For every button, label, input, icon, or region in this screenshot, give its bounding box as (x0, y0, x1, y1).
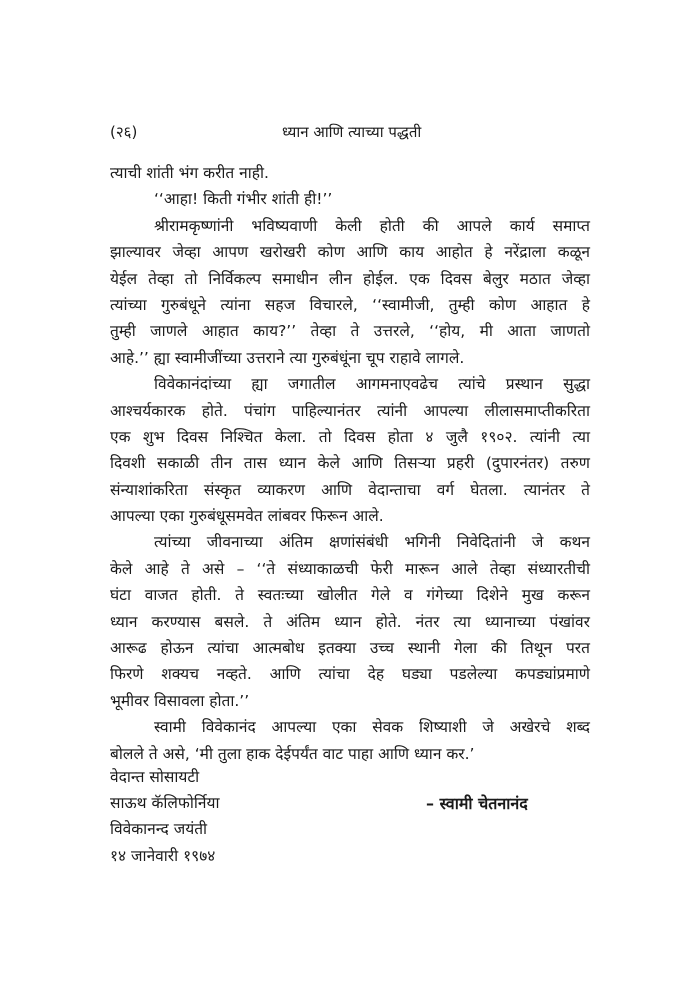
text-line: बोलले ते असे, ‘मी तुला हाक देईपर्यंत वाट पाहा आणि ध्यान कर.’ (110, 744, 475, 763)
text-line: संन्याशांकरिता संस्कृत व्याकरण आणि वेदान्ताचा वर्ग घेतला. त्यानंतर ते (110, 480, 590, 499)
text-line: फिरणे शक्यच नव्हते. आणि त्यांचा देह घड्या पडलेल्या कपड्यांप्रमाणे (110, 665, 590, 684)
page-number: (२६) (110, 123, 138, 141)
page-header (110, 122, 590, 146)
author-name: – स्वामी चेतनानंद (426, 794, 528, 813)
body-text (110, 160, 590, 767)
text-line: आपल्या एका गुरुबंधूसमवेत लांबवर फिरून आले. (110, 507, 384, 526)
place-line: साऊथ कॅलिफोर्निया (110, 794, 220, 813)
text-line: ध्यान करण्यास बसले. ते अंतिम ध्यान होते. नंतर त्या ध्यानाच्या पंखांवर (110, 612, 590, 631)
text-line: आरूढ होऊन त्यांचा आत्मबोध इतक्या उच्च स्थानी गेला की तिथून परत (110, 639, 590, 658)
running-title: ध्यान आणि त्याच्या पद्धती (282, 123, 422, 141)
text-line: भूमीवर विसावला होता.’’ (110, 691, 250, 710)
text-line: त्यांच्या गुरुबंधूने त्यांना सहज विचारले, ‘‘स्वामीजी, तुम्ही कोण आहात हे (110, 295, 590, 314)
text-line: आहे.’’ ह्या स्वामीजींच्या उत्तराने त्या गुरुबंधूंना चूप राहावे लागले. (110, 348, 465, 367)
text-line: येईल तेव्हा तो निर्विकल्प समाधीन लीन होईल. एक दिवस बेलुर मठात जेव्हा (110, 269, 590, 288)
text-line: आश्चर्यकारक होते. पंचांग पाहिल्यानंतर त्यांनी आपल्या लीलासमाप्तीकरिता (110, 401, 590, 420)
text-line: त्याची शांती भंग करीत नाही. (110, 164, 269, 182)
text-line: एक शुभ दिवस निश्चित केला. तो दिवस होता ४ जुलै १९०२. त्यांनी त्या (110, 427, 590, 446)
text-line: ‘‘आहा! किती गंभीर शांती ही!’’ (154, 190, 333, 209)
place-line: वेदान्त सोसायटी (110, 768, 200, 786)
text-line: झाल्यावर जेव्हा आपण खरोखरी कोण आणि काय आहोत हे नरेंद्राला कळून (110, 243, 590, 262)
text-line: केले आहे ते असे – ‘‘ते संध्याकाळची फेरी मारून आले तेव्हा संध्यारतीची (110, 559, 590, 578)
text-line: श्रीरामकृष्णांनी भविष्यवाणी केली होती की आपले कार्य समाप्त (154, 216, 590, 235)
text-line: स्वामी विवेकानंद आपल्या एका सेवक शिष्याशी जे अखेरचे शब्द (154, 718, 590, 737)
place-line: विवेकानन्द जयंती (110, 820, 208, 839)
signature-block (110, 764, 590, 874)
text-line: तुम्ही जाणले आहात काय?’’ तेव्हा ते उत्तरले, ‘‘होय, मी आता जाणतो (110, 322, 590, 341)
text-line: घंटा वाजत होती. ते स्वतःच्या खोलीत गेले व गंगेच्या दिशेने मुख करून (110, 586, 590, 605)
text-line: दिवशी सकाळी तीन तास ध्यान केले आणि तिसऱ्या प्रहरी (दुपारनंतर) तरुण (110, 454, 590, 473)
text-line: त्यांच्या जीवनाच्या अंतिम क्षणांसंबंधी भगिनी निवेदितांनी जे कथन (154, 533, 590, 552)
place-line: १४ जानेवारी १९७४ (110, 846, 216, 865)
text-line: विवेकानंदांच्या ह्या जगातील आगमनाएवढेच त्यांचे प्रस्थान सुद्धा (154, 375, 590, 394)
